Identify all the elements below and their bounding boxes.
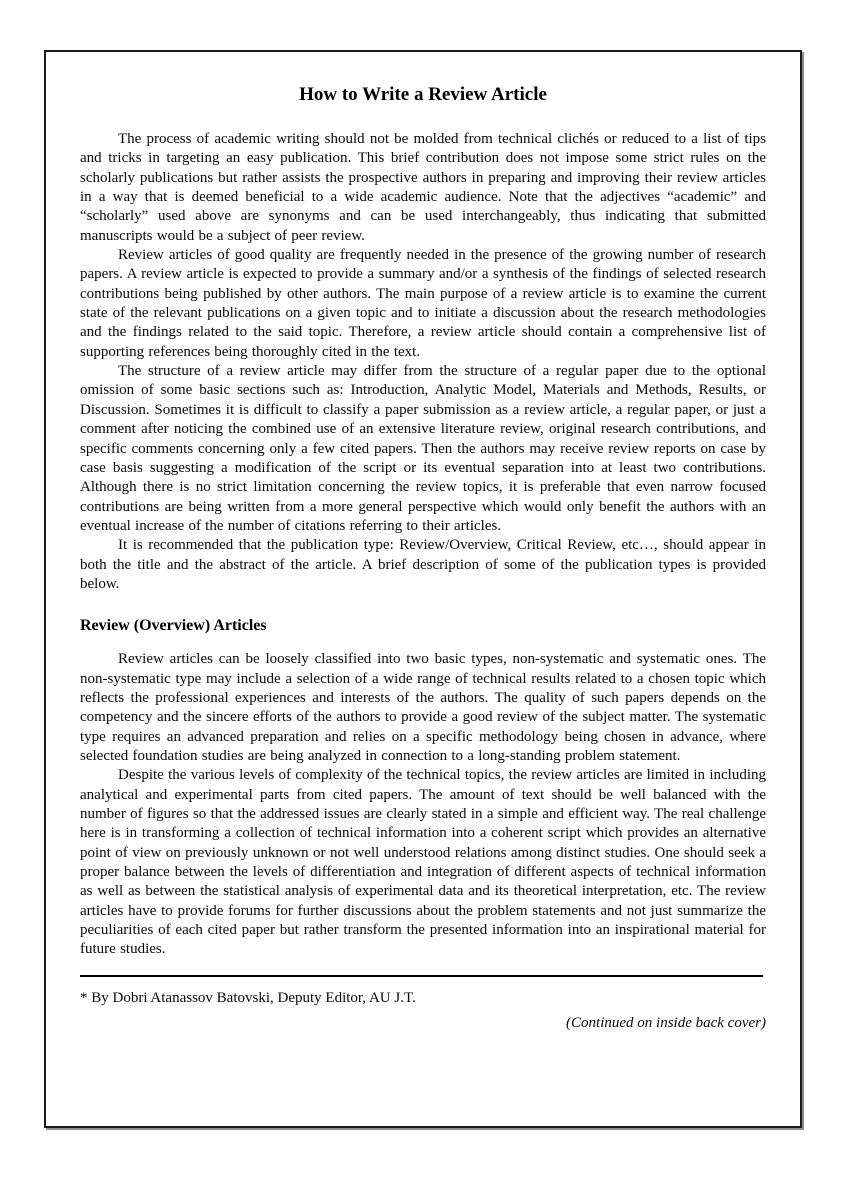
footnote-author-line: * By Dobri Atanassov Batovski, Deputy Editor, AU J.T. bbox=[80, 989, 416, 1006]
section-paragraph-1: Review articles can be loosely classified into two basic types, non-systematic and systematic ones. The non-systematic type may include a selection of a wide range of technical results related to a chosen topic which reflects the professional experiences and interests of the authors. The quality of such papers depends on the competency and the sincere efforts of the authors to provide a good review of the subject matter. The systematic type requires an advanced preparation and relies on a specific methodology being chosen in advance, where selected foundation studies are being analyzed in connection to a long-standing problem statement. bbox=[80, 651, 766, 764]
section-paragraph-2: Despite the various levels of complexity of the technical topics, the review articles are limited in including analytical and experimental parts from cited papers. The amount of text should be well balanced with the number of figures so that the addressed issues are clearly stated in a simple and efficient way. The real challenge here is in transforming a collection of technical information into a coherent script which provides an alternative point of view on previously unknown or not well understood relations among distinct studies. One should seek a proper balance between the levels of differentiation and integration of different aspects of technical information as well as between the statistical analysis of experimental data and its theoretical interpretation, etc. The review articles have to provide forums for further discussions about the problem statements and not just summarize the peculiarities of each cited paper but rather transform the presented information into an inspirational material for future studies. bbox=[80, 767, 766, 958]
intro-paragraph-3: The structure of a review article may differ from the structure of a regular paper due to the optional omission of some basic sections such as: Introduction, Analytic Model, Materials and Methods, Results, or Discussion. Sometimes it is difficult to classify a paper submission as a review article, a regular paper, or just a comment after noticing the combined use of an extensive literature review, original research contributions, and specific comments concerning only a few cited papers. Then the authors may receive review reports on case by case basis suggesting a modification of the script or its eventual separation into at least two contributions. Although there is no strict limitation concerning the review topics, it is preferable that even narrow focused contributions are being written from a more general perspective which would only benefit the authors with an eventual increase of the number of citations referring to their articles. bbox=[80, 363, 766, 534]
intro-paragraph-4: It is recommended that the publication type: Review/Overview, Critical Review, etc…, should appear in both the title and the abstract of the article. A brief description of some of the publication types is provided below. bbox=[80, 537, 766, 592]
page-frame bbox=[44, 50, 802, 1128]
section-heading-review-overview-articles: Review (Overview) Articles bbox=[80, 617, 267, 635]
continued-on-back-cover-note: (Continued on inside back cover) bbox=[566, 1014, 766, 1031]
intro-paragraph-2: Review articles of good quality are frequently needed in the presence of the growing number of research papers. A review article is expected to provide a summary and/or a synthesis of the findings of selected research contributions being published by other authors. The main purpose of a review article is to examine the current state of the relevant publications on a given topic and to initiate a discussion about the research methodologies and the findings related to the said topic. Therefore, a review article should contain a comprehensive list of supporting references being thoroughly cited in the text. bbox=[80, 247, 766, 360]
intro-paragraph-1: The process of academic writing should not be molded from technical clichés or reduced to a list of tips and tricks in targeting an easy publication. This brief contribution does not impose some strict rules on the scholarly publications but rather assists the prospective authors in preparing and improving their review articles in a way that is deemed beneficial to a wide academic audience. Note that the adjectives “academic” and “scholarly” used above are synonyms and can be used interchangeably, thus indicating that submitted manuscripts would be a subject of peer review. bbox=[80, 131, 766, 244]
page-title: How to Write a Review Article bbox=[299, 84, 547, 105]
footnote-separator-rule bbox=[80, 975, 763, 977]
